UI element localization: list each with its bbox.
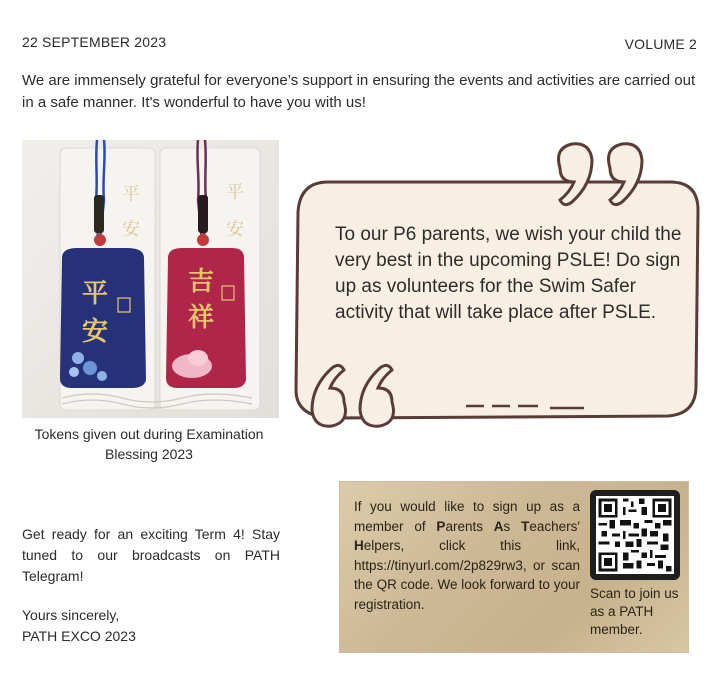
signup-word-as: s [503,518,522,534]
sign-off-block [22,605,136,647]
acronym-letter-a: A [493,518,504,534]
signature: PATH EXCO 2023 [22,628,136,644]
signup-word-teachers: eachers' [529,518,580,534]
quote-message: To our P6 parents, we wish your child the very best in the upcoming PSLE! Do sign up as volunteers for the Swim Safer activity that will take place after PSLE. [335,224,682,323]
navy-token [60,248,146,388]
svg-text:祥: 祥 [188,303,215,333]
closing-paragraph: Get ready for an exciting Term 4! Stay tuned to our broadcasts on PATH Telegram! [22,526,280,584]
signup-text-link[interactable]: elpers, click this link, https://tinyurl.com/2p829rw3, or scan the QR code. We look forward to your registration. [354,538,580,612]
svg-text:平: 平 [122,184,140,205]
svg-text:安: 安 [82,317,109,347]
acronym-letter-p: P [436,518,446,534]
photo-caption: Tokens given out during Examination Blessing 2023 [34,426,264,462]
svg-text:平: 平 [226,182,244,203]
acronym-letter-h: H [354,538,364,553]
svg-text:安: 安 [122,219,140,240]
qr-code[interactable] [596,496,674,574]
closing-message [22,524,280,587]
signup-text-lead: If you would like to sign up as a member of [354,499,580,534]
tokens-illustration [22,140,279,418]
svg-text:平: 平 [82,279,109,309]
svg-text:吉: 吉 [188,267,215,297]
signup-text [354,497,580,614]
signup-word-parents: arents [445,518,494,534]
svg-text:安: 安 [226,219,244,240]
qr-caption: Scan to join us as a PATH member. [590,586,679,637]
issue-date: 22 SEPTEMBER 2023 [22,34,167,50]
sign-off: Yours sincerely, [22,607,120,623]
qr-code-icon [596,496,674,574]
acronym-letter-t: T [521,518,530,534]
intro-paragraph: We are immensely grateful for everyone’s support in ensuring the events and activities are carried out in a safe manner. It's wonderful to have you with us! [22,72,696,111]
volume-label: VOLUME 2 [624,36,697,52]
red-token [166,248,246,388]
tokens-photo [22,140,279,418]
